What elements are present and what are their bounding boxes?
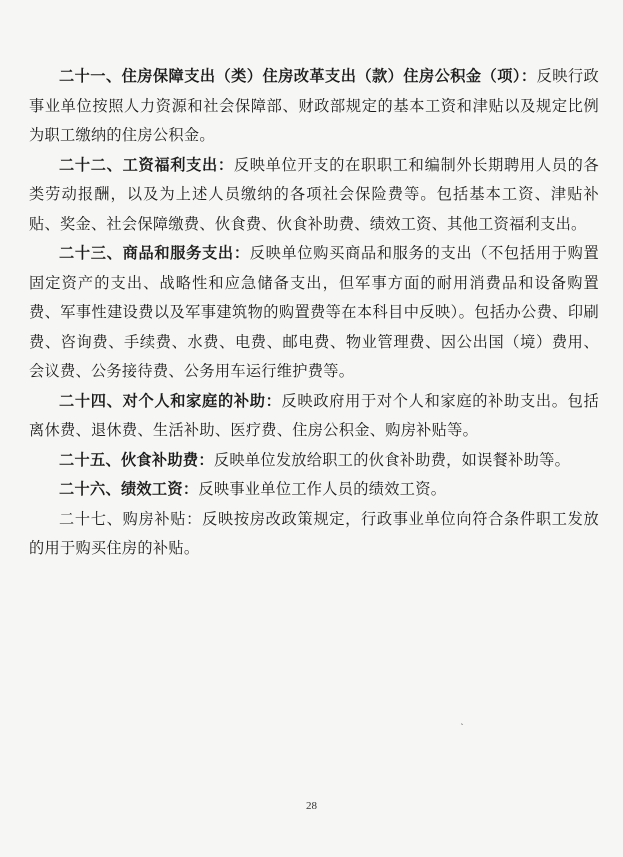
- paragraph-text: 反映单位发放给职工的伙食补助费，如误餐补助等。: [213, 450, 571, 469]
- paragraph-24: [29, 387, 599, 446]
- paragraph-heading: 二十七、购房补贴：: [59, 509, 203, 528]
- paragraph-23: [29, 239, 599, 387]
- paragraph-text: 反映行政事业单位按照人力资源和社会保障部、财政部规定的基本工资和津贴以及规定比例为职工缴纳的住房公积金。: [29, 67, 600, 144]
- document-body: [29, 62, 599, 564]
- paragraph-text: 反映按房改政策规定，行政事业单位向符合条件职工发放的用于购买住房的补贴。: [29, 509, 600, 557]
- paragraph-text: 反映单位购买商品和服务的支出（不包括用于购置固定资产的支出、战略性和应急储备支出，但军事方面的耐用消费品和设备购置费、军事性建设费以及军事建筑物的购置费等在本科目中反映）。包括办公费、印刷费、咨询费、手续费、水费、电费、邮电费、物业管理费、因公出国（境）费用、会议费、公务接待费、公务用车运行维护费等。: [29, 244, 599, 380]
- paragraph-26: [29, 475, 599, 505]
- paragraph-text: 反映政府用于对个人和家庭的补助支出。包括离休费、退休费、生活补助、医疗费、住房公积金、购房补贴等。: [29, 391, 600, 439]
- paragraph-21: [29, 62, 599, 151]
- paragraph-heading: 二十四、对个人和家庭的补助：: [59, 391, 282, 410]
- paragraph-heading: 二十六、绩效工资：: [59, 480, 199, 498]
- paragraph-heading: 二十五、伙食补助费：: [59, 450, 214, 469]
- paragraph-heading: 二十三、商品和服务支出：: [59, 244, 250, 262]
- paragraph-27: [29, 505, 599, 564]
- paragraph-text: 反映事业单位工作人员的绩效工资。: [198, 480, 447, 498]
- paragraph-text: 反映单位开支的在职职工和编制外长期聘用人员的各类劳动报酬，以及为上述人员缴纳的各项社会保险费等。包括基本工资、津贴补贴、奖金、社会保障缴费、伙食费、伙食补助费、绩效工资、其他工资福利支出。: [29, 155, 599, 233]
- paragraph-heading: 二十一、住房保障支出（类）住房改革支出（款）住房公积金（项）：: [59, 67, 537, 85]
- ink-mark: ͺ: [454, 711, 466, 727]
- paragraph-heading: 二十二、工资福利支出：: [59, 155, 234, 174]
- paragraph-22: [29, 151, 599, 240]
- page-number: 28: [306, 800, 317, 812]
- paragraph-25: [29, 446, 599, 476]
